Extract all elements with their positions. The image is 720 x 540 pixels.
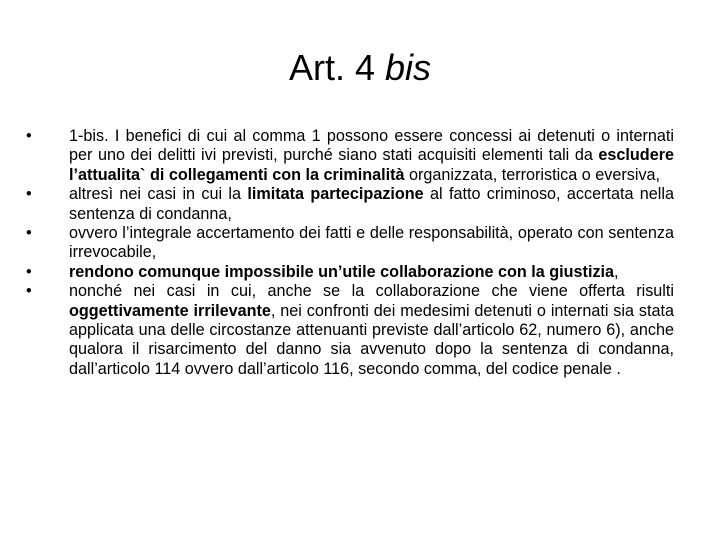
bullet-item-5: [26, 282, 674, 379]
bullet-text: 1-bis. I benefici di cui al comma 1 possono essere concessi ai detenuti o internati per uno dei delitti ivi previsti, purché siano stati acquisiti elementi tali da: [69, 127, 674, 165]
bullet-dot: •: [26, 262, 32, 281]
bullet-text: organizzata, terroristica o eversiva,: [404, 165, 661, 184]
bullet-dot: •: [26, 224, 32, 243]
bullet-dot: •: [26, 185, 32, 204]
slide-title-main: Art. 4: [288, 47, 385, 88]
bullet-text: al fatto criminoso, accertata nella sentenza di condanna,: [69, 185, 674, 223]
bullet-item-2: [26, 185, 674, 224]
bullet-text-bold: limitata partecipazione: [247, 185, 424, 204]
bullet-text: , nei confronti dei medesimi detenuti o internati sia stata applicata una delle circostanze attenuanti previste dall’articolo 62, numero 6), anche qualora il risarcimento del danno sia avvenuto dopo la sentenza di condanna, dall’articolo 114 ovvero dall’articolo 116, secondo comma, del codice penale .: [69, 301, 674, 378]
slide-title-italic: bis: [385, 47, 432, 88]
bullet-text: ,: [614, 262, 619, 281]
bullet-text-bold: rendono comunque impossibile un’utile collaborazione con la giustizia: [69, 262, 615, 281]
bullet-text-bold: escludere l’attualita` di collegamenti con la criminalità: [69, 146, 674, 184]
bullet-text: nonché nei casi in cui, anche se la collaborazione che viene offerta risulti: [69, 282, 674, 301]
bullet-list: [26, 127, 674, 379]
bullet-dot: •: [26, 127, 32, 145]
bullet-item-1: [26, 127, 674, 185]
bullet-item-4: [26, 263, 674, 282]
bullet-text-bold: oggettivamente irrilevante: [69, 301, 271, 320]
bullet-text: altresì nei casi in cui la: [69, 185, 248, 204]
bullet-text: ovvero l’integrale accertamento dei fatti e delle responsabilità, operato con sentenza irrevocabile,: [69, 224, 674, 262]
bullet-dot: •: [26, 282, 32, 301]
slide-title: [0, 44, 720, 92]
bullet-item-3: [26, 224, 674, 263]
slide-content: [26, 127, 674, 379]
